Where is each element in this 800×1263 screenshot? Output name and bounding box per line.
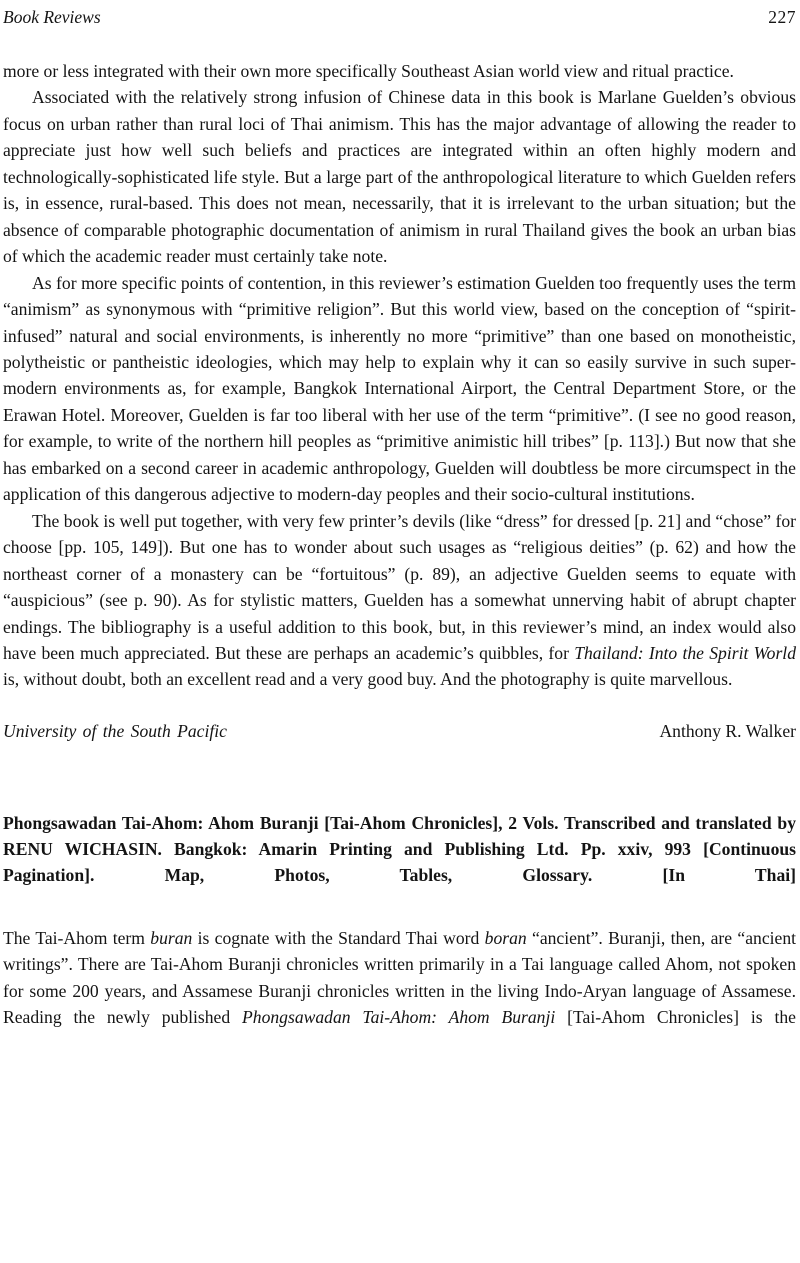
italic-run: buran [150, 927, 193, 948]
running-head [3, 5, 796, 29]
text-run: Phongsawadan Tai-Ahom: Ahom Buranji [Tai-Ahom Chronicles], 2 Vols. Transcribed and translated by RENU WICHASIN. Bangkok: Amarin Printing and Publishing Ltd. Pp. xxiv, 993 [Continuous Pagination]. Map, Photos, Tables, Glossary. [In Thai] [3, 812, 796, 886]
book-citation-heading [3, 810, 796, 889]
italic-run: Phongsawadan Tai-Ahom: Ahom Buranji [242, 1007, 556, 1028]
paragraph [3, 58, 796, 84]
paragraph [3, 270, 796, 508]
text-run: more or less integrated with their own more specifically Southeast Asian world view and ritual practice. [3, 61, 734, 81]
review-thailand-spirit-world [3, 58, 796, 744]
text-run: As for more specific points of contention, in this reviewer’s estimation Guelden too frequently uses the term “animism” as synonymous with “primitive religion”. But this world view, based on the conception of “spirit-infused” natural and social environments, is inherently no more “primitive” than one based on monotheistic, polytheistic or pantheistic ideologies, which may help to explain why it can so easily survive in such super-modern environments as, for example, Bangkok International Airport, the Central Department Store, or the Erawan Hotel. Moreover, Guelden is far too liberal with her use of the term “primitive”. (I see no good reason, for example, to write of the northern hill peoples as “primitive animistic hill tribes” [p. 113].) But now that she has embarked on a second career in academic anthropology, Guelden will doubtless be more circumspect in the application of this dangerous adjective to modern-day peoples and their socio-cultural institutions. [3, 272, 796, 505]
italic-run: Thailand: Into the Spirit World [574, 642, 796, 663]
review-tai-ahom-chronicles [3, 810, 796, 1031]
reviewer-affiliation: University of the South Pacific [3, 720, 227, 741]
text-run: The book is well put together, with very few printer’s devils (like “dress” for dressed [p. 21] and “chose” for choose [pp. 105, 149]). But one has to wonder about such usages as “religious deities” (p. 62) and how the northeast corner of a monastery can be “fortuitous” (p. 89), an adjective Guelden seems to equate with “auspicious” (see p. 90). As for stylistic matters, Guelden has a somewhat unnerving habit of abrupt chapter endings. The bibliography is a useful addition to this book, but, in this reviewer’s mind, an index would also have been much appreciated. But these are perhaps an academic’s quibbles, for [3, 510, 796, 663]
paragraph [3, 84, 796, 269]
text-run: “ancient”. Buranji, then, are “ancient writings”. There are Tai-Ahom Buranji chronicles written primarily in a Tai language called Ahom, not spoken for some 200 years, and Assamese Buranji chronicles written in the living Indo-Aryan language of Assamese. Reading the newly published [3, 927, 797, 1028]
review2-paragraphs [3, 925, 796, 1031]
text-run: [Tai-Ahom Chronicles] is the [555, 1007, 796, 1028]
text-run: The Tai-Ahom term [3, 927, 151, 948]
reviewer-name: Anthony R. Walker [659, 720, 796, 741]
paragraph [3, 508, 796, 693]
page-number: 227 [768, 7, 796, 27]
signature-line [3, 718, 796, 744]
text-run: Associated with the relatively strong infusion of Chinese data in this book is Marlane Guelden’s obvious focus on urban rather than rural loci of Thai animism. This has the major advantage of allowing the reader to appreciate just how well such beliefs and practices are integrated within an often highly modern and technologically-sophisticated life style. But a large part of the anthropological literature to which Guelden refers is, in essence, rural-based. This does not mean, necessarily, that it is irrelevant to the urban situation; but the absence of comparable photographic documentation of animism in rural Thailand gives the book an urban bias of which the academic reader must certainly take note. [3, 87, 796, 267]
section-title: Book Reviews [3, 7, 101, 27]
text-run: is cognate with the Standard Thai word [192, 927, 485, 948]
text-run: is, without doubt, both an excellent read and a very good buy. And the photography is quite marvellous. [3, 669, 733, 690]
italic-run: boran [484, 927, 527, 948]
review1-paragraphs [3, 58, 796, 693]
paragraph [3, 925, 796, 1031]
